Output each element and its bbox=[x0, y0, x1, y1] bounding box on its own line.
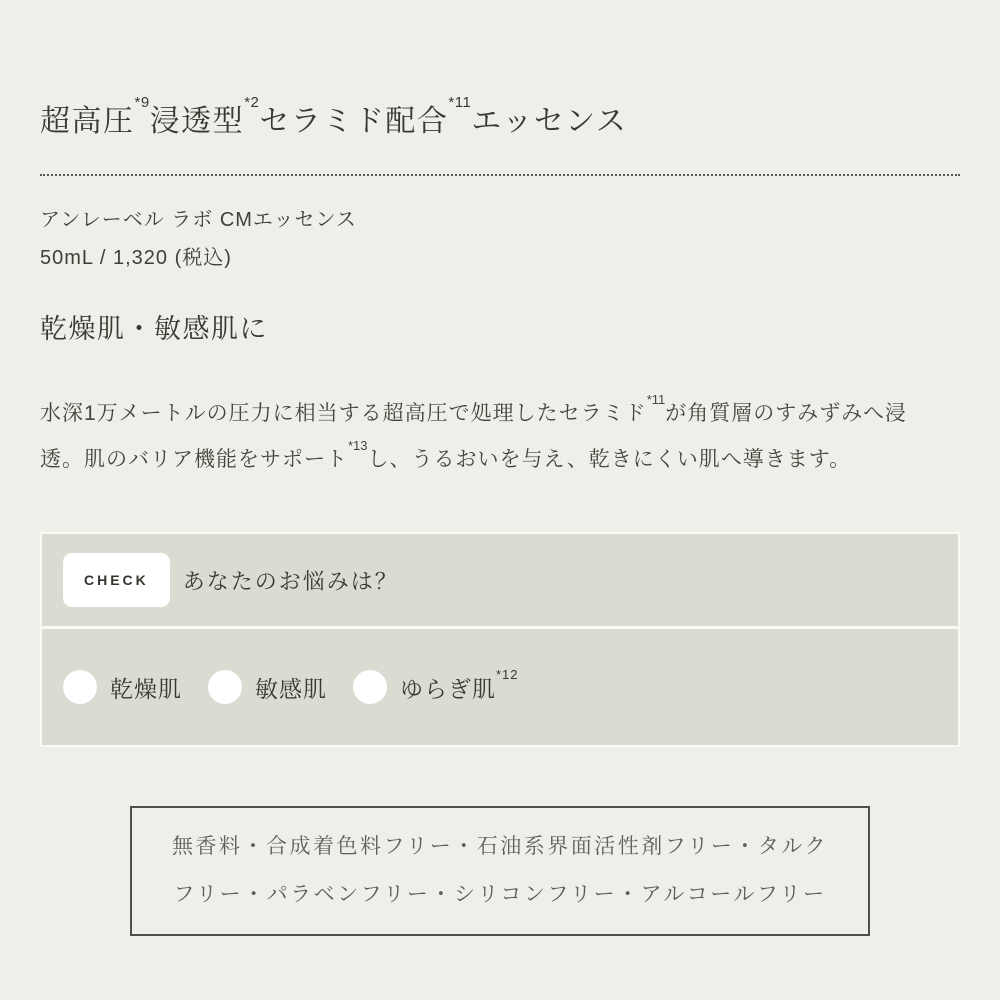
option-fluctuating-skin[interactable] bbox=[353, 666, 519, 704]
dotted-divider bbox=[40, 174, 960, 176]
target-skin-subheading: 乾燥肌・敏感肌に bbox=[40, 314, 268, 344]
product-name: アンレーベル ラボ CMエッセンス bbox=[40, 209, 357, 231]
check-options-row bbox=[42, 629, 958, 745]
footnote-marker: *11 bbox=[646, 392, 666, 407]
radio-circle-icon[interactable] bbox=[63, 670, 97, 704]
title-segment: エッセンス bbox=[471, 105, 628, 138]
option-label bbox=[110, 671, 182, 704]
footnote-marker: *9 bbox=[134, 94, 150, 111]
option-label-text: 敏感肌 bbox=[255, 675, 327, 702]
description-segment: 水深1万メートルの圧力に相当する超高圧で処理したセラミド bbox=[40, 402, 647, 425]
footnote-marker: *13 bbox=[348, 438, 368, 453]
option-label-text: ゆらぎ肌 bbox=[400, 675, 496, 702]
title-segment: 浸透型 bbox=[149, 105, 245, 138]
check-question: あなたのお悩みは？ bbox=[182, 568, 399, 594]
check-section bbox=[40, 532, 960, 747]
free-claims-line: 無香料・合成着色料フリー・石油系界面活性剤フリー・タルク bbox=[172, 835, 828, 858]
radio-circle-icon[interactable] bbox=[353, 670, 387, 704]
check-header-row bbox=[42, 534, 958, 626]
option-label bbox=[400, 666, 519, 704]
description-segment: し、うるおいを与え、乾きにくい肌へ導きます。 bbox=[367, 448, 852, 471]
footnote-marker: *11 bbox=[448, 94, 472, 111]
option-label-text: 乾燥肌 bbox=[110, 675, 182, 702]
option-dry-skin[interactable] bbox=[63, 670, 182, 704]
footnote-marker: *2 bbox=[244, 94, 260, 111]
radio-circle-icon[interactable] bbox=[208, 670, 242, 704]
description-segment: が角質層のすみずみへ浸透。肌のバリア機能をサポート bbox=[40, 402, 907, 471]
page-title bbox=[40, 96, 960, 142]
option-sensitive-skin[interactable] bbox=[208, 670, 327, 704]
footnote-marker: *12 bbox=[496, 666, 519, 682]
free-claims-line: フリー・パラベンフリー・シリコンフリー・アルコールフリー bbox=[173, 883, 827, 906]
title-segment: セラミド配合 bbox=[259, 105, 449, 138]
free-claims-box bbox=[130, 806, 870, 936]
product-description bbox=[40, 388, 945, 480]
option-label bbox=[255, 671, 327, 704]
product-price: 50mL / 1,320 (税込) bbox=[40, 247, 232, 269]
check-badge: CHECK bbox=[63, 553, 170, 607]
title-segment: 超高圧 bbox=[40, 105, 135, 138]
page-content bbox=[0, 96, 1000, 936]
